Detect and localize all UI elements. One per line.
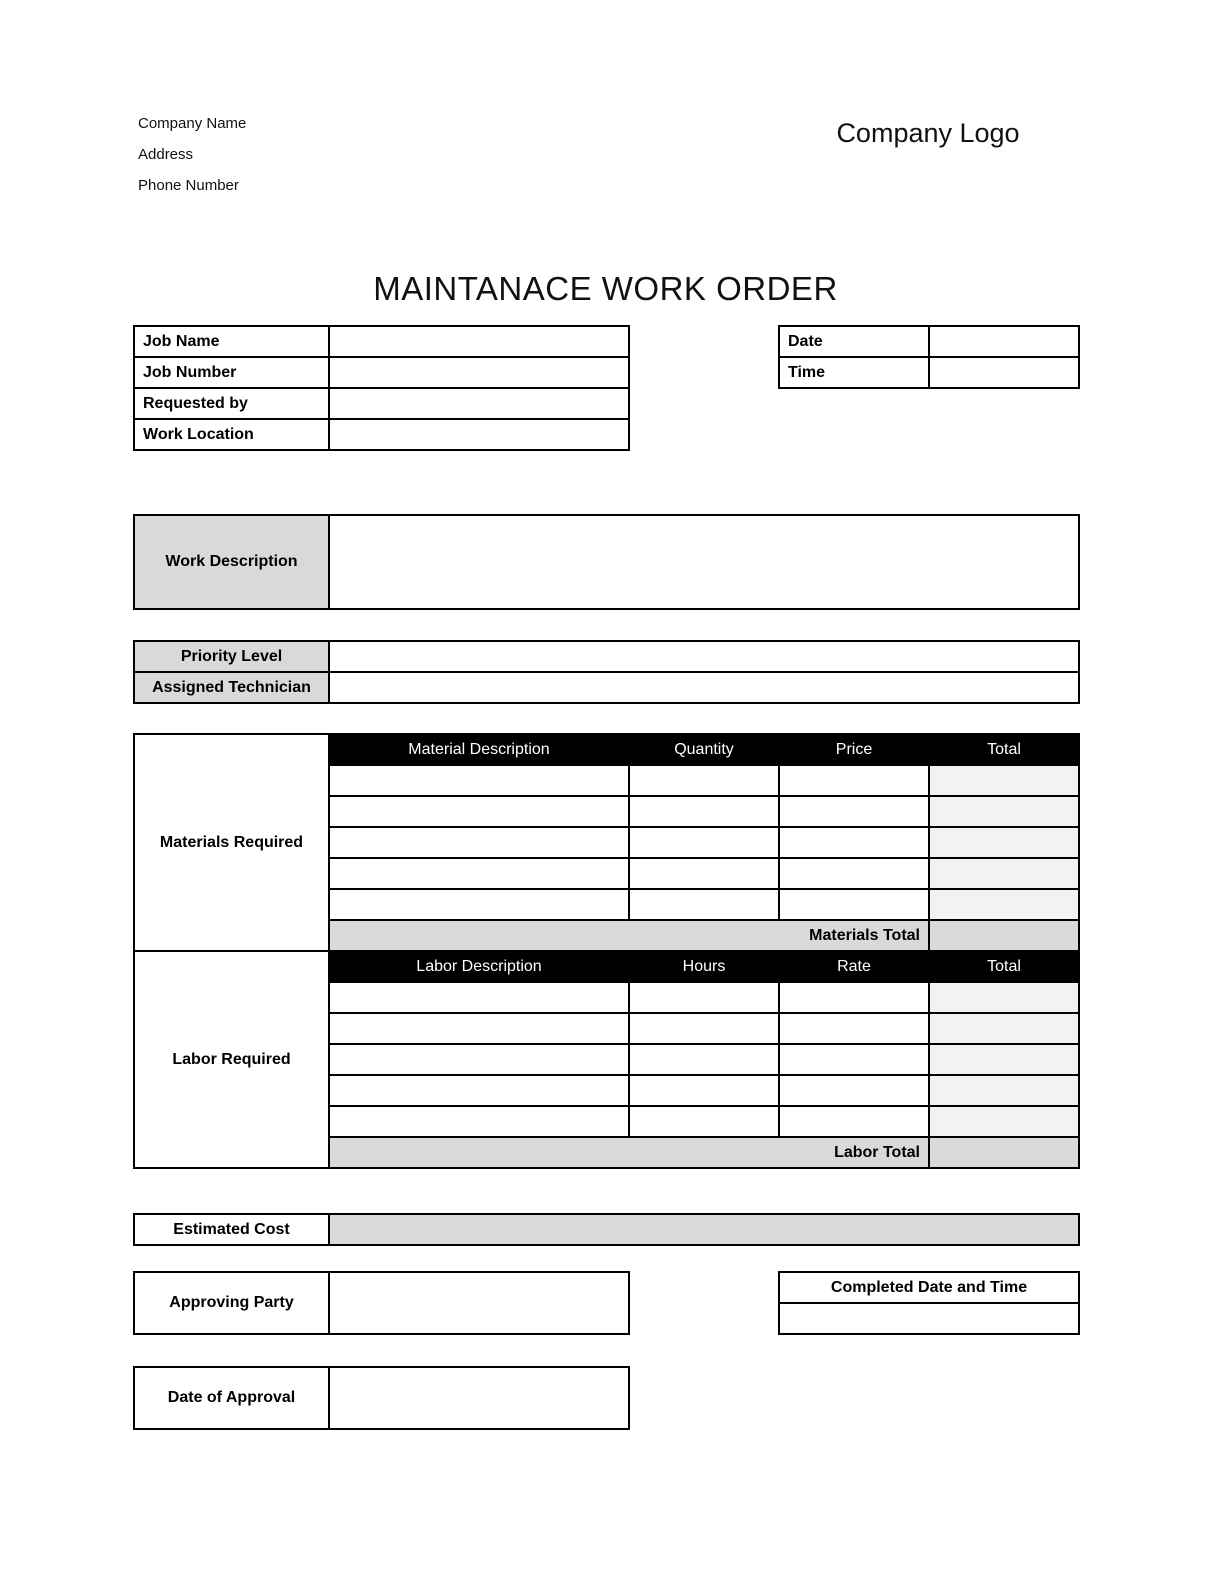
completed-date-time-field[interactable] bbox=[779, 1303, 1079, 1334]
work-description-label: Work Description bbox=[134, 515, 329, 609]
labor-total-field[interactable] bbox=[929, 982, 1079, 1013]
labor-description-field[interactable] bbox=[329, 982, 629, 1013]
job-name-field[interactable] bbox=[329, 326, 629, 357]
company-address: Address bbox=[138, 146, 194, 163]
total-header: Total bbox=[929, 734, 1079, 765]
table-row bbox=[779, 357, 1079, 388]
material-description-field[interactable] bbox=[329, 796, 629, 827]
work-location-label: Work Location bbox=[134, 419, 329, 450]
priority-level-field[interactable] bbox=[329, 641, 1079, 672]
labor-hours-field[interactable] bbox=[629, 1044, 779, 1075]
priority-level-label: Priority Level bbox=[134, 641, 329, 672]
material-total-field[interactable] bbox=[929, 765, 1079, 796]
material-quantity-field[interactable] bbox=[629, 796, 779, 827]
table-row bbox=[134, 1367, 629, 1429]
approving-party-field[interactable] bbox=[329, 1272, 629, 1334]
work-description-table bbox=[133, 514, 1080, 610]
labor-hours-field[interactable] bbox=[629, 1013, 779, 1044]
assigned-technician-field[interactable] bbox=[329, 672, 1079, 703]
job-name-label: Job Name bbox=[134, 326, 329, 357]
labor-rate-field[interactable] bbox=[779, 1106, 929, 1137]
job-info-table bbox=[133, 325, 630, 451]
date-field[interactable] bbox=[929, 326, 1079, 357]
table-row bbox=[134, 326, 629, 357]
material-quantity-field[interactable] bbox=[629, 858, 779, 889]
assignment-table bbox=[133, 640, 1080, 704]
labor-hours-field[interactable] bbox=[629, 1075, 779, 1106]
table-row bbox=[134, 357, 629, 388]
labor-rate-field[interactable] bbox=[779, 1044, 929, 1075]
total-header: Total bbox=[929, 951, 1079, 982]
material-total-field[interactable] bbox=[929, 827, 1079, 858]
material-price-field[interactable] bbox=[779, 796, 929, 827]
estimated-cost-label: Estimated Cost bbox=[134, 1214, 329, 1245]
labor-description-field[interactable] bbox=[329, 1106, 629, 1137]
work-location-field[interactable] bbox=[329, 419, 629, 450]
company-info-block bbox=[138, 108, 246, 201]
table-row bbox=[134, 1272, 629, 1334]
approving-party-table bbox=[133, 1271, 630, 1335]
company-logo: Company Logo bbox=[836, 118, 1020, 148]
job-number-field[interactable] bbox=[329, 357, 629, 388]
material-quantity-field[interactable] bbox=[629, 889, 779, 920]
table-row bbox=[134, 419, 629, 450]
material-description-field[interactable] bbox=[329, 889, 629, 920]
table-row bbox=[134, 515, 1079, 609]
labor-total-field[interactable] bbox=[929, 1106, 1079, 1137]
material-quantity-field[interactable] bbox=[629, 827, 779, 858]
labor-rate-field[interactable] bbox=[779, 982, 929, 1013]
completed-date-time-label: Completed Date and Time bbox=[779, 1272, 1079, 1303]
labor-required-label: Labor Required bbox=[134, 951, 329, 1168]
table-row bbox=[134, 388, 629, 419]
table-row bbox=[779, 1303, 1079, 1334]
material-description-field[interactable] bbox=[329, 858, 629, 889]
assigned-technician-label: Assigned Technician bbox=[134, 672, 329, 703]
labor-total-sum-field[interactable] bbox=[929, 1137, 1079, 1168]
labor-total-field[interactable] bbox=[929, 1075, 1079, 1106]
estimated-cost-table bbox=[133, 1213, 1080, 1246]
completed-date-time-table bbox=[778, 1271, 1080, 1335]
material-total-field[interactable] bbox=[929, 796, 1079, 827]
labor-hours-field[interactable] bbox=[629, 1106, 779, 1137]
table-row bbox=[134, 672, 1079, 703]
material-price-field[interactable] bbox=[779, 827, 929, 858]
table-row bbox=[779, 326, 1079, 357]
company-name: Company Name bbox=[138, 115, 247, 132]
material-description-field[interactable] bbox=[329, 827, 629, 858]
requested-by-label: Requested by bbox=[134, 388, 329, 419]
table-row bbox=[134, 641, 1079, 672]
labor-rate-field[interactable] bbox=[779, 1075, 929, 1106]
date-of-approval-field[interactable] bbox=[329, 1367, 629, 1429]
time-field[interactable] bbox=[929, 357, 1079, 388]
materials-header-row bbox=[134, 734, 1079, 765]
work-description-field[interactable] bbox=[329, 515, 1079, 609]
materials-total-label: Materials Total bbox=[329, 920, 929, 951]
labor-table bbox=[133, 950, 1080, 1169]
material-price-field[interactable] bbox=[779, 889, 929, 920]
price-header: Price bbox=[779, 734, 929, 765]
quantity-header: Quantity bbox=[629, 734, 779, 765]
date-of-approval-table bbox=[133, 1366, 630, 1430]
hours-header: Hours bbox=[629, 951, 779, 982]
estimated-cost-field[interactable] bbox=[329, 1214, 1079, 1245]
materials-required-label: Materials Required bbox=[134, 734, 329, 951]
job-number-label: Job Number bbox=[134, 357, 329, 388]
labor-description-header: Labor Description bbox=[329, 951, 629, 982]
labor-hours-field[interactable] bbox=[629, 982, 779, 1013]
material-quantity-field[interactable] bbox=[629, 765, 779, 796]
table-row bbox=[134, 1214, 1079, 1245]
time-label: Time bbox=[779, 357, 929, 388]
material-description-field[interactable] bbox=[329, 765, 629, 796]
materials-total-field[interactable] bbox=[929, 920, 1079, 951]
material-total-field[interactable] bbox=[929, 889, 1079, 920]
material-price-field[interactable] bbox=[779, 858, 929, 889]
requested-by-field[interactable] bbox=[329, 388, 629, 419]
company-phone: Phone Number bbox=[138, 177, 239, 194]
material-price-field[interactable] bbox=[779, 765, 929, 796]
labor-total-field[interactable] bbox=[929, 1013, 1079, 1044]
labor-total-field[interactable] bbox=[929, 1044, 1079, 1075]
labor-description-field[interactable] bbox=[329, 1013, 629, 1044]
labor-description-field[interactable] bbox=[329, 1044, 629, 1075]
labor-header-row bbox=[134, 951, 1079, 982]
rate-header: Rate bbox=[779, 951, 929, 982]
labor-total-label: Labor Total bbox=[329, 1137, 929, 1168]
labor-rate-field[interactable] bbox=[779, 1013, 929, 1044]
form-title: MAINTANACE WORK ORDER bbox=[373, 270, 838, 307]
labor-description-field[interactable] bbox=[329, 1075, 629, 1106]
approving-party-label: Approving Party bbox=[134, 1272, 329, 1334]
date-time-table bbox=[778, 325, 1080, 389]
material-description-header: Material Description bbox=[329, 734, 629, 765]
date-label: Date bbox=[779, 326, 929, 357]
date-of-approval-label: Date of Approval bbox=[134, 1367, 329, 1429]
materials-table bbox=[133, 733, 1080, 952]
material-total-field[interactable] bbox=[929, 858, 1079, 889]
table-row bbox=[779, 1272, 1079, 1303]
